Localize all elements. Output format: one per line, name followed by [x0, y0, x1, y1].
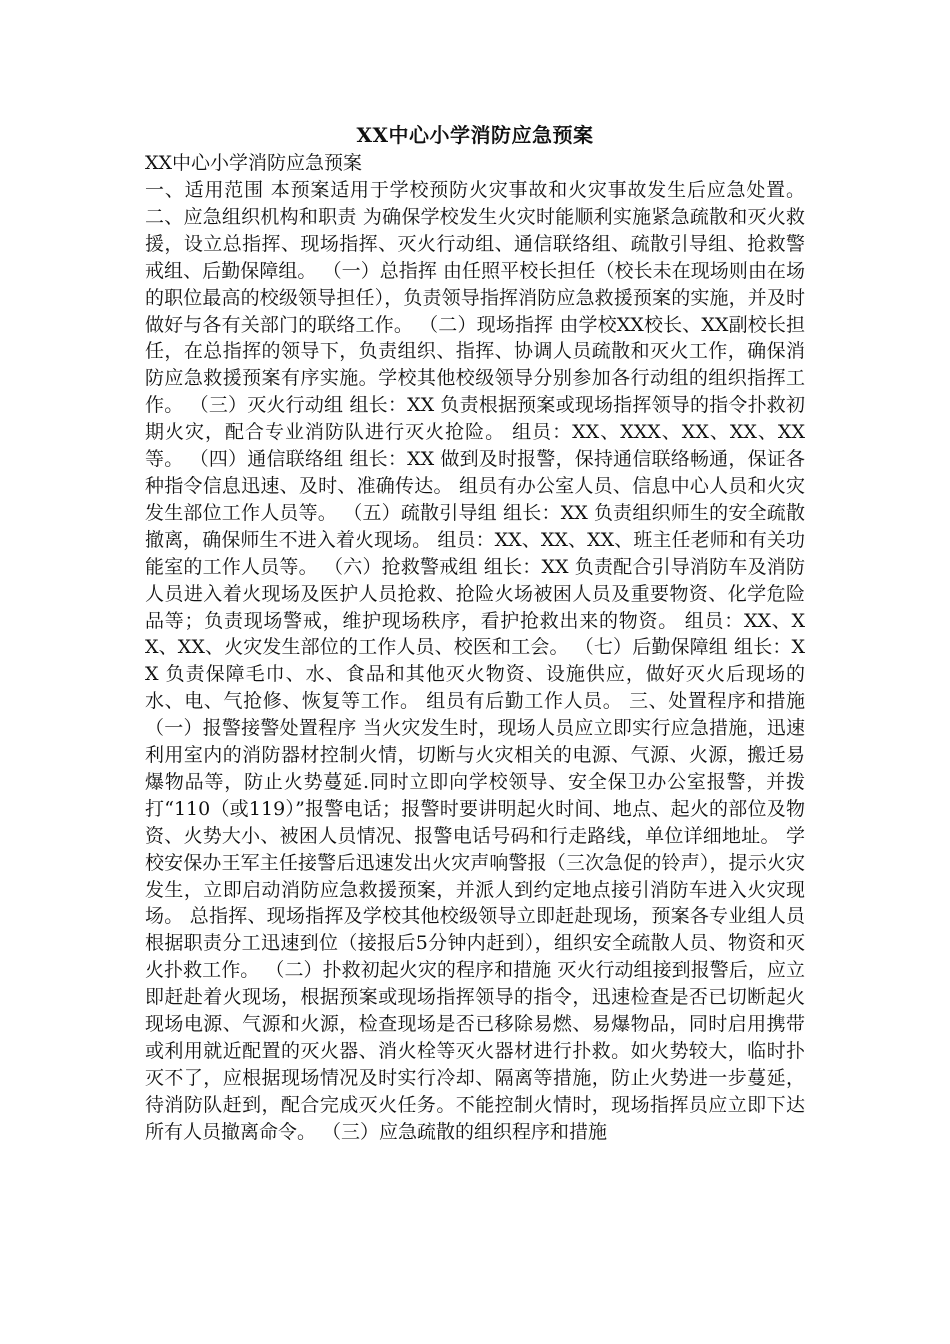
- document-title: XX中心小学消防应急预案: [356, 123, 594, 147]
- document-subtitle: XX中心小学消防应急预案: [145, 152, 363, 174]
- document-body-text: 一、适用范围 本预案适用于学校预防火灾事故和火灾事故发生后应急处置。 二、应急组织机构和职责 为确保学校发生火灾时能顺利实施紧急疏散和灭火救援，设立总指挥、现场指挥、灭火行动组、通信联络组、疏散引导组、抢救警戒组、后勤保障组。 （一）总指挥 由任照平校长担任（校长未在现场则由在场的职位最高的校级领导担任），负责领导指挥消防应急救援预案的实施，并及时做好与各有关部门的联络工作。 （二）现场指挥 由学校XX校长、XX副校长担任，在总指挥的领导下，负责组织、指挥、协调人员疏散和灭火工作，确保消防应急救援预案有序实施。学校其他校级领导分别参加各行动组的组织指挥工作。 （三）灭火行动组 组长：XX 负责根据预案或现场指挥领导的指令扑救初期火灾，配合专业消防队进行灭火抢险。 组员：XX、XXX、XX、XX、XX等。 （四）通信联络组 组长：XX 做到及时报警，保持通信联络畅通，保证各种指令信息迅速、及时、准确传达。 组员有办公室人员、信息中心人员和火灾发生部位工作人员等。 （五）疏散引导组 组长：XX 负责组织师生的安全疏散撤离，确保师生不进入着火现场。 组员：XX、XX、XX、班主任老师和有关功能室的工作人员等。 （六）抢救警戒组 组长：XX 负责配合引导消防车及消防人员进入着火现场及医护人员抢救、抢险火场被困人员及重要物资、化学危险品等；负责现场警戒，维护现场秩序，看护抢救出来的物资。 组员：XX、XX、XX、火灾发生部位的工作人员、校医和工会。 （七）后勤保障组 组长：XX 负责保障毛巾、水、食品和其他灭火物资、设施供应，做好灭火后现场的水、电、气抢修、恢复等工作。 组员有后勤工作人员。 三、处置程序和措施 （一）报警接警处置程序 当火灾发生时，现场人员应立即实行应急措施，迅速利用室内的消防器材控制火情，切断与火灾相关的电源、气源、火源，搬迁易爆物品等，防止火势蔓延.同时立即向学校领导、安全保卫办公室报警，并拨打“110（或119）”报警电话；报警时要讲明起火时间、地点、起火的部位及物资、火势大小、被困人员情况、报警电话号码和行走路线，单位详细地址。 学校安保办王军主任接警后迅速发出火灾声响警报（三次急促的铃声），提示火灾发生，立即启动消防应急救援预案，并派人到约定地点接引消防车进入火灾现场。 总指挥、现场指挥及学校其他校级领导立即赶赴现场，预案各专业组人员根据职责分工迅速到位（接报后5分钟内赶到），组织安全疏散人员、物资和灭火扑救工作。 （二）扑救初起火灾的程序和措施 灭火行动组接到报警后，应立即赶赴着火现场，根据预案或现场指挥领导的指令，迅速检查是否已切断起火现场电源、气源和火源，检查现场是否已移除易燃、易爆物品，同时启用携带或利用就近配置的灭火器、消火栓等灭火器材进行扑救。如火势较大，临时扑灭不了，应根据现场情况及时实行冷却、隔离等措施，防止火势进一步蔓延，待消防队赶到，配合完成灭火任务。不能控制火情时，现场指挥员应立即下达所有人员撤离命令。 （三）应急疏散的组织程序和措施: [145, 179, 805, 1143]
- document-page: [145, 120, 805, 1146]
